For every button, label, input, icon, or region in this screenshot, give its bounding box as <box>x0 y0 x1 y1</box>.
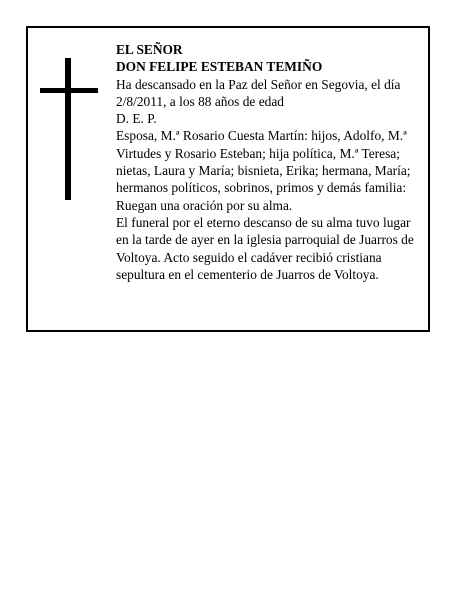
notice-death-info: Ha descansado en la Paz del Señor en Segovia, el día 2/8/2011, a los 88 años de edad <box>116 76 401 109</box>
obituary-notice <box>26 26 430 332</box>
cross-vertical-bar <box>65 58 71 200</box>
notice-text <box>116 41 423 283</box>
cross-horizontal-bar <box>40 88 98 93</box>
cross-icon <box>40 58 98 200</box>
notice-funeral: El funeral por el eterno descanso de su alma tuvo lugar en la tarde de ayer en la iglesia parroquial de Juarros de Voltoya. Acto seguido el cadáver recibió cristiana sepultura en el cementerio de Juarros de Voltoya. <box>116 214 414 282</box>
notice-heading-title: EL SEÑOR <box>116 42 183 57</box>
notice-rip: D. E. P. <box>116 111 157 127</box>
notice-prayer: Ruegan una oración por su alma. <box>116 197 293 213</box>
notice-deceased-name: DON FELIPE ESTEBAN TEMIÑO <box>116 59 323 75</box>
notice-family: Esposa, M.ª Rosario Cuesta Martín: hijos, Adolfo, M.ª Virtudes y Rosario Esteban; hija política, M.ª Teresa; nietas, Laura y María; bisnieta, Erika; hermana, María; hermanos políticos, sobrinos, primos y demás familia: <box>116 128 411 196</box>
